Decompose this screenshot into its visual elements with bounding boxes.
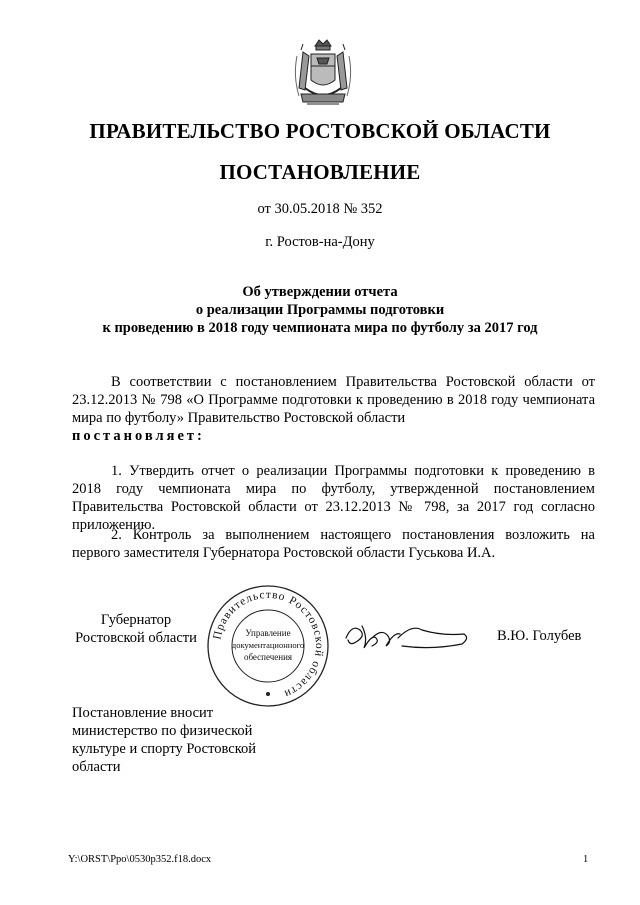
item-2-paragraph: 2. Контроль за выполнением настоящего постановления возложить на первого заместителя Губернатора Ростовской области Гуськова И.А. <box>72 527 595 561</box>
preamble-text: В соответствии с постановлением Правительства Ростовской области от 23.12.2013 № 798 «О Программе подготовки к проведению в 2018 году чемпионата мира по футболу» Правительство Ростовской области <box>72 374 595 426</box>
position-line: Губернатор <box>100 612 172 628</box>
subject-line: Об утверждении отчета <box>242 284 398 300</box>
coat-of-arms-icon <box>291 36 355 112</box>
footer-page-number: 1 <box>583 854 589 865</box>
signatory-position <box>72 611 200 647</box>
subject-line: к проведению в 2018 году чемпионата мира по футболу за 2017 год <box>102 320 538 336</box>
seal-inner-line: Управление <box>245 628 291 638</box>
resolves-line <box>72 427 595 445</box>
official-seal-stamp <box>206 584 330 708</box>
subject-line: о реализации Программы подготовки <box>195 302 445 318</box>
document-type: ПОСТАНОВЛЕНИЕ <box>219 160 421 184</box>
note-line: культуре и спорту Ростовской <box>72 741 257 757</box>
seal-inner-line: документационного <box>231 640 305 650</box>
note-line: области <box>72 759 121 775</box>
resolves-word: постановляет: <box>72 428 205 444</box>
document-city: г. Ростов-на-Дону <box>265 234 375 250</box>
item-1-paragraph: 1. Утвердить отчет о реализации Программы подготовки к проведению в 2018 году чемпионата мира по футболу, утвержденной постановлением Правительства Ростовской области от 23.12.2013 № 798, за 2017 год согласно приложению. <box>72 463 595 533</box>
footer-file-path: Y:\ORST\Ppo\0530p352.f18.docx <box>68 854 212 865</box>
note-line: министерство по физической <box>72 723 253 739</box>
note-line: Постановление вносит <box>72 705 214 721</box>
signatory-name: В.Ю. Голубев <box>497 628 582 644</box>
seal-ring-text: Правительство Ростовской области <box>211 588 326 701</box>
seal-inner-line: обеспечения <box>243 652 293 662</box>
position-line: Ростовской области <box>75 630 197 646</box>
organization-title: ПРАВИТЕЛЬСТВО РОСТОВСКОЙ ОБЛАСТИ <box>89 119 551 143</box>
submitter-note <box>72 704 272 776</box>
preamble-paragraph <box>72 373 595 445</box>
document-date-number: от 30.05.2018 № 352 <box>257 201 383 217</box>
document-subject <box>0 283 640 337</box>
handwritten-signature <box>342 616 472 656</box>
